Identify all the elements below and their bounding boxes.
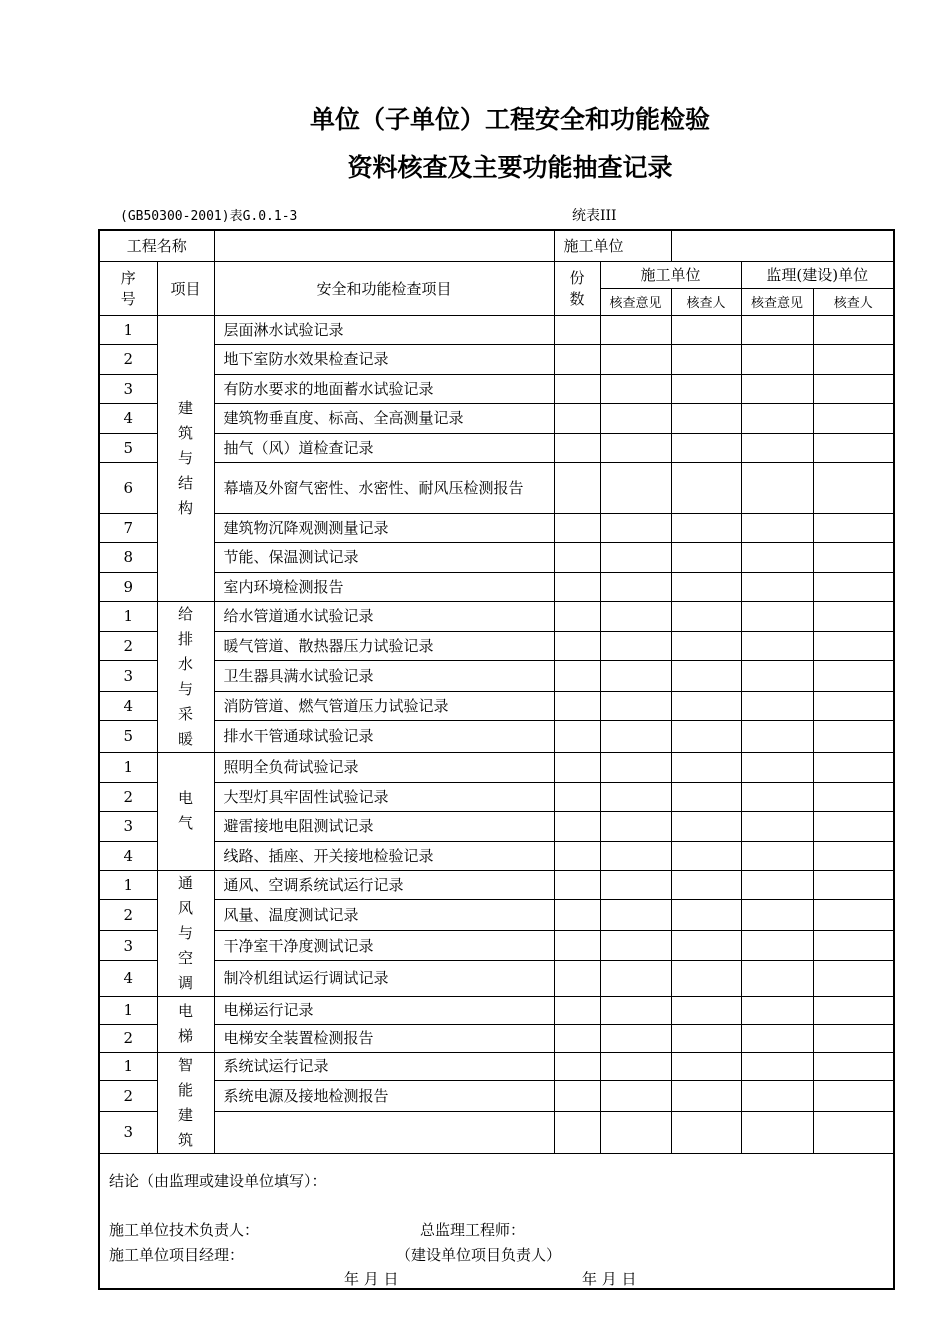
item-seq: 3 (99, 931, 157, 961)
construction-opinion-cell[interactable] (600, 344, 671, 374)
construction-checker-cell[interactable] (671, 433, 741, 462)
item-seq: 3 (99, 661, 157, 691)
construction-checker-cell[interactable] (671, 752, 741, 782)
copies-cell[interactable] (554, 931, 600, 961)
owner-leader-label: （建设单位项目负责人） (396, 1245, 562, 1264)
check-item-header: 安全和功能检查项目 (214, 261, 554, 315)
table-row (99, 315, 894, 344)
category-char: 结 (178, 473, 194, 492)
copies-cell[interactable] (554, 1081, 600, 1112)
copies-cell[interactable] (554, 374, 600, 403)
copies-cell[interactable] (554, 841, 600, 870)
construction-checker-cell[interactable] (671, 462, 741, 513)
table-row (99, 631, 894, 660)
copies-cell[interactable] (554, 961, 600, 996)
tech-leader-label: 施工单位技术负责人： (109, 1220, 260, 1239)
item-seq: 2 (99, 900, 157, 931)
item-seq: 3 (99, 374, 157, 403)
construction-opinion-cell[interactable] (600, 572, 671, 601)
supervision-opinion-cell[interactable] (741, 344, 813, 374)
item-seq: 1 (99, 601, 157, 631)
check-item-text: 系统电源及接地检测报告 (214, 1081, 554, 1112)
category-char: 梯 (178, 1027, 194, 1045)
table-row (99, 601, 894, 631)
copies-cell[interactable] (554, 315, 600, 344)
supervision-checker-cell[interactable] (813, 572, 894, 601)
table-row (99, 542, 894, 572)
copies-cell[interactable] (554, 1024, 600, 1052)
supervision-checker-cell[interactable] (813, 691, 894, 720)
supervision-checker-cell[interactable] (813, 315, 894, 344)
construction-checker-cell[interactable] (671, 782, 741, 811)
form-title-line2: 资料核查及主要功能抽查记录 (347, 153, 673, 182)
check-item-text: 幕墙及外窗气密性、水密性、耐风压检测报告 (214, 462, 554, 513)
supervision-checker-cell[interactable] (813, 542, 894, 572)
supervision-checker-cell[interactable] (813, 1052, 894, 1081)
construction-opinion-cell[interactable] (600, 996, 671, 1024)
table-row (99, 344, 894, 374)
construction-checker-cell[interactable] (671, 631, 741, 660)
sign-date-left: 年 月 日 (344, 1269, 399, 1288)
supervision-opinion-cell[interactable] (741, 631, 813, 660)
construction-checker-cell[interactable] (671, 403, 741, 433)
category-char: 建 (178, 1105, 194, 1124)
supervision-opinion-cell[interactable] (741, 721, 813, 752)
construction-opinion-cell[interactable] (600, 782, 671, 811)
category-char: 智 (178, 1055, 194, 1074)
copies-cell[interactable] (554, 900, 600, 931)
construction-opinion-cell[interactable] (600, 661, 671, 691)
item-seq: 6 (99, 462, 157, 513)
check-item-text: 风量、温度测试记录 (214, 900, 554, 931)
copies-cell[interactable] (554, 1111, 600, 1153)
item-seq: 1 (99, 315, 157, 344)
category-label (157, 996, 214, 1052)
category-char: 电 (178, 1002, 194, 1020)
supervision-checker-cell[interactable] (813, 462, 894, 513)
construction-opinion-cell[interactable] (600, 403, 671, 433)
table-row (99, 900, 894, 931)
copies-cell[interactable] (554, 691, 600, 720)
table-row (99, 721, 894, 752)
construction-checker-cell[interactable] (671, 601, 741, 631)
construction-opinion-cell[interactable] (600, 542, 671, 572)
copies-cell[interactable] (554, 542, 600, 572)
supervision-opinion-cell[interactable] (741, 870, 813, 900)
construction-opinion-cell[interactable] (600, 1024, 671, 1052)
project-name-label: 工程名称 (99, 230, 214, 261)
supervision-opinion-cell[interactable] (741, 513, 813, 542)
item-seq: 1 (99, 752, 157, 782)
table-row (99, 931, 894, 961)
item-seq: 4 (99, 961, 157, 996)
copies-cell[interactable] (554, 721, 600, 752)
category-label (157, 752, 214, 870)
item-seq: 4 (99, 841, 157, 870)
check-item-text: 排水干管通球试验记录 (214, 721, 554, 752)
check-item-text: 室内环境检测报告 (214, 572, 554, 601)
table-row (99, 1052, 894, 1081)
supervision-opinion-cell[interactable] (741, 691, 813, 720)
check-item-text: 地下室防水效果检查记录 (214, 344, 554, 374)
construction-opinion-cell[interactable] (600, 931, 671, 961)
construction-opinion-cell[interactable] (600, 513, 671, 542)
category-label (157, 315, 214, 601)
check-item-text: 卫生器具满水试验记录 (214, 661, 554, 691)
check-item-text: 制冷机组试运行调试记录 (214, 961, 554, 996)
supervision-opinion-cell[interactable] (741, 1081, 813, 1112)
copies-cell[interactable] (554, 344, 600, 374)
table-row (99, 782, 894, 811)
item-seq: 4 (99, 403, 157, 433)
table-row (99, 811, 894, 841)
supervision-opinion-cell[interactable] (741, 752, 813, 782)
supervision-opinion-header: 核查意见 (741, 288, 813, 315)
copies-cell[interactable] (554, 601, 600, 631)
construction-checker-cell[interactable] (671, 572, 741, 601)
supervision-checker-cell[interactable] (813, 513, 894, 542)
item-seq: 9 (99, 572, 157, 601)
construction-checker-cell[interactable] (671, 1024, 741, 1052)
conclusion-area[interactable] (99, 1153, 894, 1289)
form-series: 统表III (572, 208, 617, 224)
item-seq: 1 (99, 870, 157, 900)
construction-checker-cell[interactable] (671, 961, 741, 996)
form-code: (GB50300-2001)表G.0.1-3 (120, 209, 298, 224)
construction-opinion-cell[interactable] (600, 841, 671, 870)
supervision-checker-cell[interactable] (813, 782, 894, 811)
category-label (157, 601, 214, 752)
supervision-checker-cell[interactable] (813, 433, 894, 462)
construction-checker-cell[interactable] (671, 1081, 741, 1112)
supervision-checker-cell[interactable] (813, 1024, 894, 1052)
supervision-group-header: 监理(建设)单位 (741, 261, 894, 288)
category-char: 建 (178, 398, 194, 417)
table-row (99, 1024, 894, 1052)
copies-cell[interactable] (554, 631, 600, 660)
copies-cell[interactable] (554, 661, 600, 691)
supervision-checker-cell[interactable] (813, 811, 894, 841)
supervision-opinion-cell[interactable] (741, 961, 813, 996)
table-row (99, 961, 894, 996)
construction-opinion-cell[interactable] (600, 721, 671, 752)
category-label (157, 870, 214, 996)
construction-opinion-cell[interactable] (600, 374, 671, 403)
item-seq: 2 (99, 344, 157, 374)
table-row (99, 870, 894, 900)
category-char: 调 (178, 973, 194, 992)
construction-opinion-cell[interactable] (600, 1052, 671, 1081)
table-row (99, 1111, 894, 1153)
construction-checker-cell[interactable] (671, 1111, 741, 1153)
construction-unit-field[interactable] (671, 230, 894, 261)
category-char: 与 (178, 679, 194, 698)
supervision-checker-cell[interactable] (813, 931, 894, 961)
construction-checker-cell[interactable] (671, 996, 741, 1024)
construction-checker-cell[interactable] (671, 542, 741, 572)
check-item-text: 暖气管道、散热器压力试验记录 (214, 631, 554, 660)
supervision-checker-cell[interactable] (813, 601, 894, 631)
construction-checker-cell[interactable] (671, 931, 741, 961)
construction-opinion-header: 核查意见 (600, 288, 671, 315)
table-row (99, 513, 894, 542)
category-char: 电 (178, 789, 194, 807)
copies-cell[interactable] (554, 782, 600, 811)
construction-checker-cell[interactable] (671, 513, 741, 542)
supervision-opinion-cell[interactable] (741, 782, 813, 811)
supervision-checker-cell[interactable] (813, 870, 894, 900)
copies-cell[interactable] (554, 433, 600, 462)
category-char: 排 (178, 629, 194, 648)
construction-checker-cell[interactable] (671, 344, 741, 374)
item-header: 项目 (157, 261, 214, 315)
category-char: 气 (178, 814, 194, 832)
table-row (99, 374, 894, 403)
construction-checker-cell[interactable] (671, 811, 741, 841)
supervision-opinion-cell[interactable] (741, 403, 813, 433)
check-item-text: 节能、保温测试记录 (214, 542, 554, 572)
check-item-text: 电梯安全装置检测报告 (214, 1024, 554, 1052)
table-row (99, 572, 894, 601)
construction-opinion-cell[interactable] (600, 870, 671, 900)
construction-checker-cell[interactable] (671, 691, 741, 720)
construction-opinion-cell[interactable] (600, 752, 671, 782)
table-row (99, 403, 894, 433)
supervision-opinion-cell[interactable] (741, 462, 813, 513)
supervision-opinion-cell[interactable] (741, 900, 813, 931)
category-char: 与 (178, 448, 194, 467)
item-seq: 7 (99, 513, 157, 542)
construction-opinion-cell[interactable] (600, 433, 671, 462)
footer-row (99, 1153, 894, 1289)
check-item-text: 层面淋水试验记录 (214, 315, 554, 344)
seq-header: 序 号 (99, 261, 157, 315)
check-item-text: 有防水要求的地面蓄水试验记录 (214, 374, 554, 403)
item-seq: 3 (99, 1111, 157, 1153)
supervision-checker-cell[interactable] (813, 374, 894, 403)
supervision-opinion-cell[interactable] (741, 996, 813, 1024)
supervision-opinion-cell[interactable] (741, 433, 813, 462)
category-char: 采 (178, 704, 194, 723)
check-item-text: 消防管道、燃气管道压力试验记录 (214, 691, 554, 720)
item-seq: 8 (99, 542, 157, 572)
item-seq: 2 (99, 782, 157, 811)
supervision-opinion-cell[interactable] (741, 931, 813, 961)
table-row (99, 1081, 894, 1112)
conclusion-label: 结论（由监理或建设单位填写）： (109, 1171, 327, 1190)
table-row (99, 691, 894, 720)
construction-opinion-cell[interactable] (600, 601, 671, 631)
table-row (99, 433, 894, 462)
supervision-checker-header: 核查人 (813, 288, 894, 315)
category-char: 能 (178, 1080, 194, 1099)
copies-cell[interactable] (554, 572, 600, 601)
construction-checker-cell[interactable] (671, 661, 741, 691)
supervision-opinion-cell[interactable] (741, 572, 813, 601)
supervision-opinion-cell[interactable] (741, 811, 813, 841)
item-seq: 5 (99, 721, 157, 752)
supervision-opinion-cell[interactable] (741, 601, 813, 631)
chief-supervisor-label: 总监理工程师： (420, 1220, 526, 1239)
category-char: 筑 (178, 423, 194, 442)
category-char: 通 (178, 873, 194, 892)
table-row (99, 996, 894, 1024)
copies-cell[interactable] (554, 996, 600, 1024)
construction-opinion-cell[interactable] (600, 811, 671, 841)
supervision-checker-cell[interactable] (813, 961, 894, 996)
construction-checker-cell[interactable] (671, 900, 741, 931)
table-row (99, 752, 894, 782)
copies-header: 份 数 (554, 261, 600, 315)
supervision-checker-cell[interactable] (813, 1111, 894, 1153)
construction-checker-cell[interactable] (671, 721, 741, 752)
item-seq: 1 (99, 1052, 157, 1081)
check-item-text: 给水管道通水试验记录 (214, 601, 554, 631)
supervision-checker-cell[interactable] (813, 841, 894, 870)
category-char: 与 (178, 923, 194, 942)
item-seq: 4 (99, 691, 157, 720)
category-char: 给 (178, 604, 194, 623)
supervision-checker-cell[interactable] (813, 996, 894, 1024)
construction-unit-label: 施工单位 (554, 230, 671, 261)
construction-opinion-cell[interactable] (600, 1111, 671, 1153)
supervision-checker-cell[interactable] (813, 631, 894, 660)
copies-cell[interactable] (554, 513, 600, 542)
table-row (99, 661, 894, 691)
sign-date-right: 年 月 日 (582, 1269, 637, 1288)
supervision-checker-cell[interactable] (813, 661, 894, 691)
category-char: 筑 (178, 1130, 194, 1149)
supervision-checker-cell[interactable] (813, 1081, 894, 1112)
category-char: 空 (178, 948, 194, 967)
category-label (157, 1052, 214, 1153)
item-seq: 5 (99, 433, 157, 462)
construction-opinion-cell[interactable] (600, 961, 671, 996)
item-seq: 3 (99, 811, 157, 841)
supervision-opinion-cell[interactable] (741, 1024, 813, 1052)
item-seq: 2 (99, 1081, 157, 1112)
construction-opinion-cell[interactable] (600, 315, 671, 344)
construction-opinion-cell[interactable] (600, 462, 671, 513)
check-item-text (214, 1111, 554, 1153)
construction-checker-cell[interactable] (671, 841, 741, 870)
inspection-table (98, 229, 895, 1290)
table-row (99, 841, 894, 870)
supervision-checker-cell[interactable] (813, 900, 894, 931)
check-item-text: 线路、插座、开关接地检验记录 (214, 841, 554, 870)
copies-cell[interactable] (554, 403, 600, 433)
check-item-text: 照明全负荷试验记录 (214, 752, 554, 782)
category-char: 构 (178, 498, 194, 517)
table-row (99, 462, 894, 513)
project-name-field[interactable] (214, 230, 554, 261)
copies-cell[interactable] (554, 1052, 600, 1081)
check-item-text: 通风、空调系统试运行记录 (214, 870, 554, 900)
item-seq: 2 (99, 631, 157, 660)
check-item-text: 抽气（风）道检查记录 (214, 433, 554, 462)
item-seq: 1 (99, 996, 157, 1024)
copies-cell[interactable] (554, 811, 600, 841)
construction-group-header: 施工单位 (600, 261, 741, 288)
copies-cell[interactable] (554, 462, 600, 513)
construction-checker-cell[interactable] (671, 374, 741, 403)
form-title-line1: 单位（子单位）工程安全和功能检验 (309, 105, 710, 134)
copies-cell[interactable] (554, 870, 600, 900)
check-item-text: 建筑物垂直度、标高、全高测量记录 (214, 403, 554, 433)
construction-checker-cell[interactable] (671, 315, 741, 344)
supervision-checker-cell[interactable] (813, 721, 894, 752)
supervision-opinion-cell[interactable] (741, 374, 813, 403)
supervision-checker-cell[interactable] (813, 752, 894, 782)
category-char: 暖 (178, 729, 194, 748)
check-item-text: 建筑物沉降观测测量记录 (214, 513, 554, 542)
check-item-text: 系统试运行记录 (214, 1052, 554, 1081)
supervision-opinion-cell[interactable] (741, 1052, 813, 1081)
category-char: 水 (178, 654, 194, 673)
construction-opinion-cell[interactable] (600, 691, 671, 720)
supervision-opinion-cell[interactable] (741, 542, 813, 572)
category-char: 风 (178, 898, 194, 917)
supervision-checker-cell[interactable] (813, 403, 894, 433)
check-item-text: 大型灯具牢固性试验记录 (214, 782, 554, 811)
supervision-opinion-cell[interactable] (741, 315, 813, 344)
supervision-opinion-cell[interactable] (741, 841, 813, 870)
construction-opinion-cell[interactable] (600, 900, 671, 931)
supervision-opinion-cell[interactable] (741, 661, 813, 691)
supervision-checker-cell[interactable] (813, 344, 894, 374)
item-seq: 2 (99, 1024, 157, 1052)
check-item-text: 电梯运行记录 (214, 996, 554, 1024)
construction-checker-cell[interactable] (671, 1052, 741, 1081)
construction-opinion-cell[interactable] (600, 1081, 671, 1112)
copies-cell[interactable] (554, 752, 600, 782)
supervision-opinion-cell[interactable] (741, 1111, 813, 1153)
construction-checker-header: 核查人 (671, 288, 741, 315)
construction-checker-cell[interactable] (671, 870, 741, 900)
project-manager-label: 施工单位项目经理： (109, 1245, 245, 1264)
check-item-text: 干净室干净度测试记录 (214, 931, 554, 961)
construction-opinion-cell[interactable] (600, 631, 671, 660)
check-item-text: 避雷接地电阻测试记录 (214, 811, 554, 841)
